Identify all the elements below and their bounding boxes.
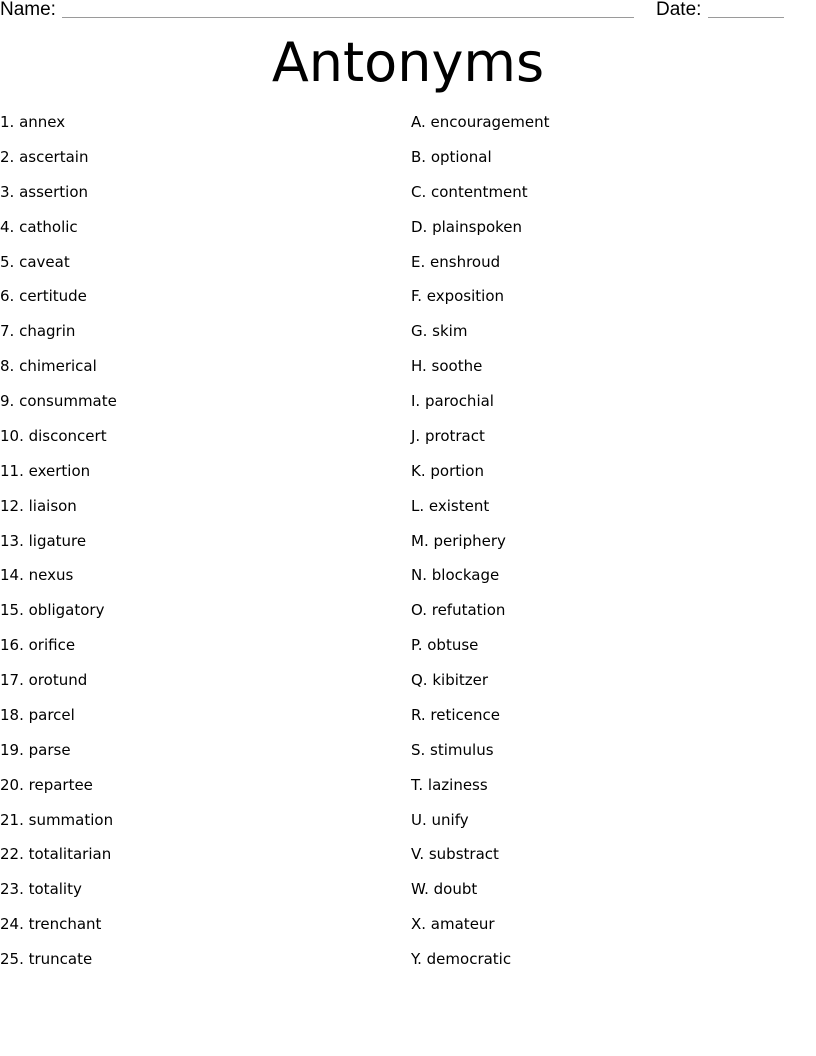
antonym-item: G. skim (411, 322, 468, 341)
name-label: Name: (0, 0, 56, 20)
antonym-item: Y. democratic (411, 950, 512, 968)
word-item: 6. certitude (0, 287, 87, 306)
antonym-item: T. laziness (411, 775, 488, 794)
word-item: 4. catholic (0, 217, 78, 236)
antonym-item: L. existent (411, 496, 490, 515)
antonym-item: S. stimulus (411, 740, 494, 759)
word-item: 14. nexus (0, 566, 74, 585)
word-item: 5. caveat (0, 252, 70, 271)
word-item: 1. annex (0, 113, 66, 131)
word-item: 10. disconcert (0, 426, 107, 445)
date-field-line[interactable] (708, 17, 784, 18)
word-list (0, 111, 380, 983)
word-item: 7. chagrin (0, 322, 76, 341)
antonym-item: V. substract (411, 845, 499, 864)
page-title: Antonyms (271, 31, 545, 94)
word-item: 23. totality (0, 880, 82, 899)
word-item: 2. ascertain (0, 147, 89, 166)
word-item: 9. consummate (0, 392, 117, 410)
word-item: 18. parcel (0, 705, 75, 724)
antonym-item: I. parochial (411, 392, 494, 410)
word-item: 16. orifice (0, 636, 76, 655)
word-item: 13. ligature (0, 531, 87, 550)
word-item: 15. obligatory (0, 601, 105, 620)
antonym-item: N. blockage (411, 566, 500, 585)
word-item: 25. truncate (0, 950, 93, 968)
antonym-item: B. optional (411, 147, 492, 166)
header-row (0, 0, 816, 22)
word-item: 11. exertion (0, 461, 91, 480)
name-field-line[interactable] (62, 17, 634, 18)
antonym-item: W. doubt (411, 880, 478, 899)
antonym-item: U. unify (411, 810, 469, 829)
word-item: 20. repartee (0, 775, 93, 794)
word-item: 19. parse (0, 740, 71, 759)
antonym-item: A. encouragement (411, 113, 550, 131)
word-item: 21. summation (0, 810, 114, 829)
antonym-item: O. refutation (411, 601, 506, 620)
antonym-item: P. obtuse (411, 636, 479, 655)
antonym-item: M. periphery (411, 531, 506, 550)
word-item: 8. chimerical (0, 357, 97, 376)
antonym-item: C. contentment (411, 182, 528, 201)
antonym-item: K. portion (411, 461, 484, 480)
date-label: Date: (656, 0, 702, 20)
word-item: 22. totalitarian (0, 845, 112, 864)
word-item: 17. orotund (0, 671, 88, 689)
antonym-item: D. plainspoken (411, 217, 523, 236)
antonym-item: Q. kibitzer (411, 671, 489, 689)
antonym-item: R. reticence (411, 705, 500, 724)
antonym-item: X. amateur (411, 915, 495, 934)
antonym-item: H. soothe (411, 357, 483, 376)
antonym-item: F. exposition (411, 287, 505, 306)
antonym-item: E. enshroud (411, 252, 501, 271)
antonym-list (411, 111, 791, 983)
word-item: 12. liaison (0, 496, 77, 515)
word-item: 24. trenchant (0, 915, 102, 934)
antonym-item: J. protract (411, 426, 485, 445)
word-item: 3. assertion (0, 182, 89, 201)
